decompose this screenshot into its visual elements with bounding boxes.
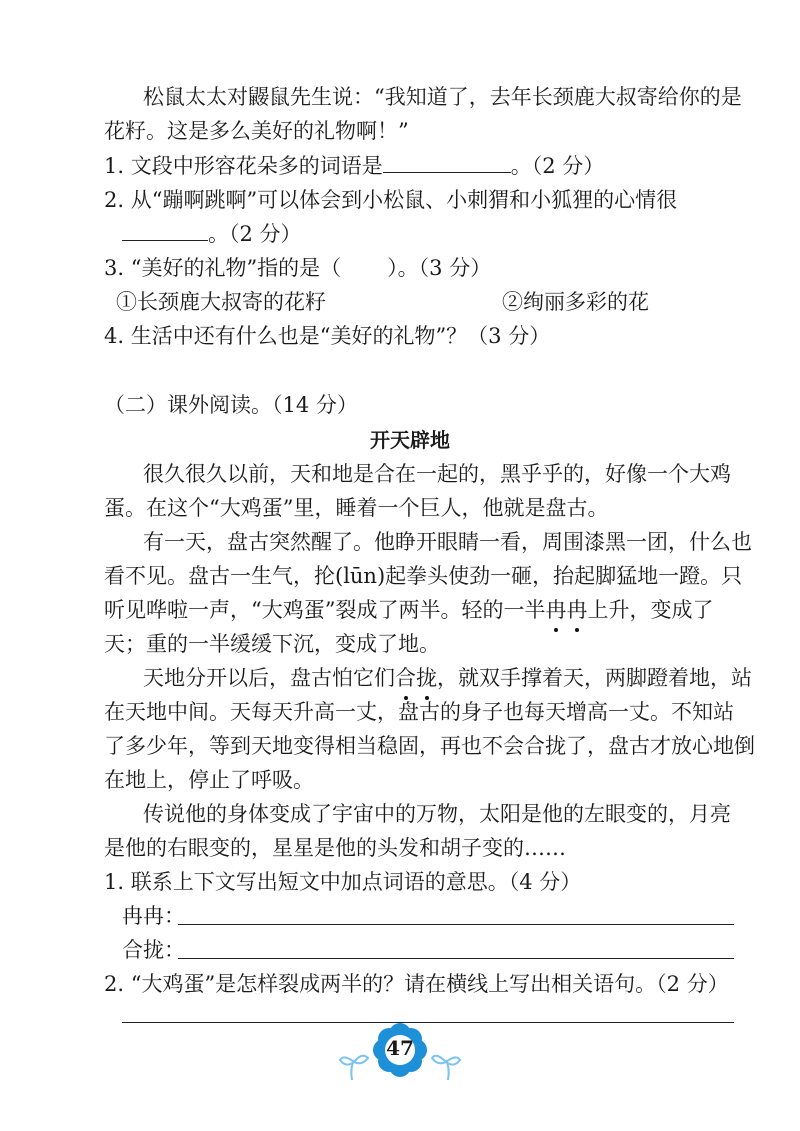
story-title: 开天辟地 <box>370 428 450 452</box>
dotted-word-helong-1: 合 <box>395 663 416 693</box>
question-3: 3. “美好的礼物”指的是（ ）。（3 分） <box>104 256 492 280</box>
question-2-cont: 。（2 分） <box>122 219 302 249</box>
page-number: 47 <box>386 1036 414 1060</box>
section-heading: （二）课外阅读。（14 分） <box>104 393 358 417</box>
story-p1-line2: 蛋。在这个“大鸡蛋”里，睡着一个巨人，他就是盘古。 <box>104 496 609 520</box>
story-p2-line2: 看不见。盘古一生气，抡(lūn)起拳头使劲一砸，抬起脚猛地一蹬。只 <box>104 564 743 588</box>
answer-blank-1[interactable] <box>383 152 511 173</box>
dotted-word-ranran-2: 冉 <box>566 595 587 625</box>
question2-1: 1. 联系上下文写出短文中加点词语的意思。（4 分） <box>104 870 582 894</box>
story-p2-line3: 听见哗啦一声，“大鸡蛋”裂成了两半。轻的一半冉冉上升，变成了 <box>104 595 713 625</box>
dotted-word-helong-2: 拢 <box>416 663 437 693</box>
option-1[interactable]: ①长颈鹿大叔寄的花籽 <box>116 290 326 314</box>
answer-line-ranran[interactable] <box>178 924 734 925</box>
passage-line-2: 花籽。这是多么美好的礼物啊！” <box>104 119 409 143</box>
question-2: 2. 从“蹦啊跳啊”可以体会到小松鼠、小刺猬和小狐狸的心情很 <box>104 188 678 212</box>
page-number-badge <box>330 1010 470 1094</box>
question-1: 1. 文段中形容花朵多的词语是 。（2 分） <box>104 154 605 178</box>
story-p2-line1: 有一天，盘古突然醒了。他睁开眼睛一看，周围漆黑一团，什么也 <box>143 530 752 554</box>
story-p4-line1: 传说他的身体变成了宇宙中的万物，太阳是他的左眼变的，月亮 <box>143 802 731 826</box>
story-p1-line1: 很久很久以前，天和地是合在一起的，黑乎乎的，好像一个大鸡 <box>143 462 731 486</box>
story-p4-line2: 是他的右眼变的，星星是他的头发和胡子变的…… <box>104 836 566 860</box>
story-p3-line2: 在天地中间。天每天升高一丈，盘古的身子也每天增高一丈。不知站 <box>104 700 734 724</box>
story-p2-line4: 天；重的一半缓缓下沉，变成了地。 <box>104 632 440 656</box>
question2-2: 2. “大鸡蛋”是怎样裂成两半的？请在横线上写出相关语句。（2 分） <box>104 972 729 996</box>
question-4: 4. 生活中还有什么也是“美好的礼物”？（3 分） <box>104 324 551 348</box>
answer-line-helong[interactable] <box>178 958 734 959</box>
story-p3-line1: 天地分开以后，盘古怕它们合拢，就双手撑着天，两脚蹬着地，站 <box>143 663 752 693</box>
dotted-word-ranran-1: 冉 <box>545 595 566 625</box>
passage-line-1: 松鼠太太对鼹鼠先生说：“我知道了，去年长颈鹿大叔寄给你的是 <box>143 85 742 109</box>
option-2[interactable]: ②绚丽多彩的花 <box>502 290 649 314</box>
word-label-ranran: 冉冉： <box>122 904 185 928</box>
word-label-helong: 合拢： <box>122 938 185 962</box>
story-p3-line4: 在地上，停止了呼吸。 <box>104 768 314 792</box>
answer-blank-2[interactable] <box>122 220 208 241</box>
story-p3-line3: 了多少年，等到天地变得相当稳固，再也不会合拢了，盘古才放心地倒 <box>104 734 755 758</box>
